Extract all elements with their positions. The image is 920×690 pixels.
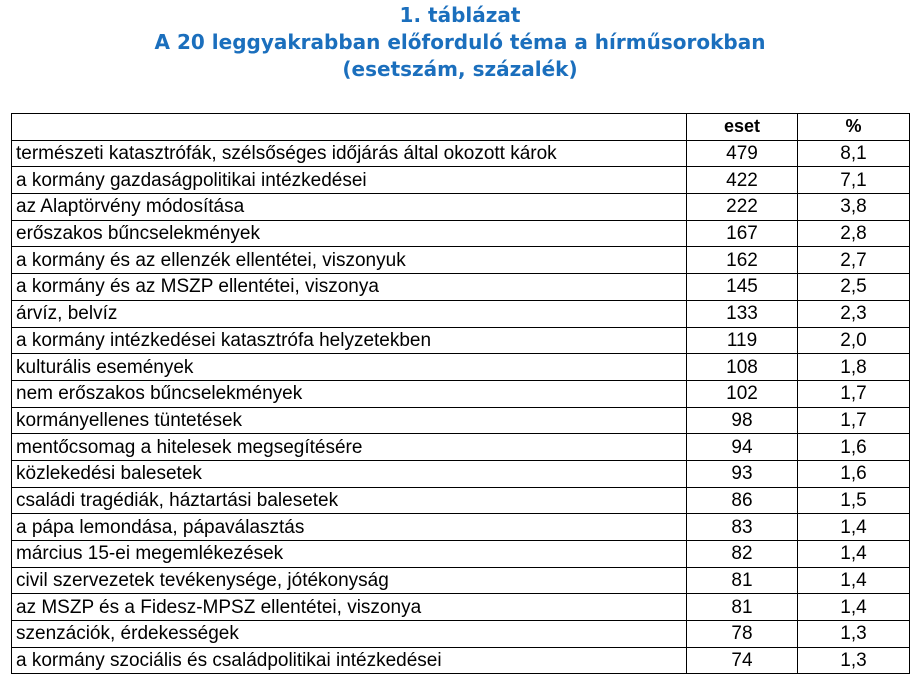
header-topic	[12, 114, 687, 141]
percent-cell: 1,4	[798, 541, 910, 568]
topic-cell: nem erőszakos bűncselekmények	[12, 380, 687, 407]
percent-cell: 1,7	[798, 380, 910, 407]
table-row	[12, 434, 910, 461]
table-number: 1. táblázat	[399, 3, 521, 27]
percent-cell: 1,8	[798, 354, 910, 381]
topic-cell: családi tragédiák, háztartási balesetek	[12, 487, 687, 514]
eset-cell: 102	[687, 380, 798, 407]
table-title: A 20 leggyakrabban előforduló téma a hírműsorokban	[154, 30, 766, 54]
eset-cell: 74	[687, 647, 798, 674]
table-row	[12, 274, 910, 301]
percent-cell: 1,4	[798, 567, 910, 594]
topic-cell: az Alaptörvény módosítása	[12, 194, 687, 221]
percent-cell: 2,0	[798, 327, 910, 354]
eset-cell: 145	[687, 274, 798, 301]
eset-cell: 94	[687, 434, 798, 461]
eset-cell: 422	[687, 167, 798, 194]
topic-cell: kormányellenes tüntetések	[12, 407, 687, 434]
table-row	[12, 621, 910, 648]
percent-cell: 1,7	[798, 407, 910, 434]
topic-cell: március 15-ei megemlékezések	[12, 541, 687, 568]
percent-cell: 2,3	[798, 300, 910, 327]
table-row	[12, 194, 910, 221]
eset-cell: 81	[687, 567, 798, 594]
table-row	[12, 514, 910, 541]
percent-cell: 1,4	[798, 594, 910, 621]
topic-cell: természeti katasztrófák, szélsőséges időjárás által okozott károk	[12, 140, 687, 167]
topics-table	[11, 113, 910, 674]
topic-cell: közlekedési balesetek	[12, 460, 687, 487]
topic-cell: az MSZP és a Fidesz-MPSZ ellentétei, viszonya	[12, 594, 687, 621]
percent-cell: 3,8	[798, 194, 910, 221]
percent-cell: 1,5	[798, 487, 910, 514]
header-eset: eset	[687, 114, 798, 141]
percent-cell: 1,6	[798, 460, 910, 487]
percent-cell: 2,5	[798, 274, 910, 301]
eset-cell: 133	[687, 300, 798, 327]
table-row	[12, 327, 910, 354]
topic-cell: a kormány és az ellenzék ellentétei, viszonyuk	[12, 247, 687, 274]
percent-cell: 1,3	[798, 621, 910, 648]
header-percent: %	[798, 114, 910, 141]
eset-cell: 81	[687, 594, 798, 621]
topic-cell: szenzációk, érdekességek	[12, 621, 687, 648]
percent-cell: 8,1	[798, 140, 910, 167]
percent-cell: 7,1	[798, 167, 910, 194]
percent-cell: 2,8	[798, 220, 910, 247]
topic-cell: árvíz, belvíz	[12, 300, 687, 327]
eset-cell: 479	[687, 140, 798, 167]
percent-cell: 1,6	[798, 434, 910, 461]
table-row	[12, 647, 910, 674]
table-row	[12, 594, 910, 621]
eset-cell: 83	[687, 514, 798, 541]
eset-cell: 82	[687, 541, 798, 568]
eset-cell: 78	[687, 621, 798, 648]
table-subtitle: (esetszám, százalék)	[342, 57, 578, 81]
table-row	[12, 167, 910, 194]
topic-cell: a kormány és az MSZP ellentétei, viszonya	[12, 274, 687, 301]
topic-cell: a pápa lemondása, pápaválasztás	[12, 514, 687, 541]
table-row	[12, 541, 910, 568]
topic-cell: erőszakos bűncselekmények	[12, 220, 687, 247]
table-caption	[0, 2, 920, 83]
table-row	[12, 487, 910, 514]
table-row	[12, 247, 910, 274]
table-row	[12, 140, 910, 167]
eset-cell: 108	[687, 354, 798, 381]
table-row	[12, 407, 910, 434]
table-row	[12, 567, 910, 594]
topic-cell: kulturális események	[12, 354, 687, 381]
percent-cell: 1,4	[798, 514, 910, 541]
header-row	[12, 114, 910, 141]
table-row	[12, 460, 910, 487]
topic-cell: a kormány intézkedései katasztrófa helyzetekben	[12, 327, 687, 354]
eset-cell: 162	[687, 247, 798, 274]
eset-cell: 167	[687, 220, 798, 247]
topic-cell: civil szervezetek tevékenysége, jótékonyság	[12, 567, 687, 594]
topic-cell: a kormány szociális és családpolitikai intézkedései	[12, 647, 687, 674]
eset-cell: 86	[687, 487, 798, 514]
percent-cell: 1,3	[798, 647, 910, 674]
eset-cell: 222	[687, 194, 798, 221]
topic-cell: a kormány gazdaságpolitikai intézkedései	[12, 167, 687, 194]
eset-cell: 93	[687, 460, 798, 487]
table-row	[12, 354, 910, 381]
topic-cell: mentőcsomag a hitelesek megsegítésére	[12, 434, 687, 461]
percent-cell: 2,7	[798, 247, 910, 274]
table-row	[12, 300, 910, 327]
table-row	[12, 380, 910, 407]
eset-cell: 98	[687, 407, 798, 434]
table-row	[12, 220, 910, 247]
eset-cell: 119	[687, 327, 798, 354]
